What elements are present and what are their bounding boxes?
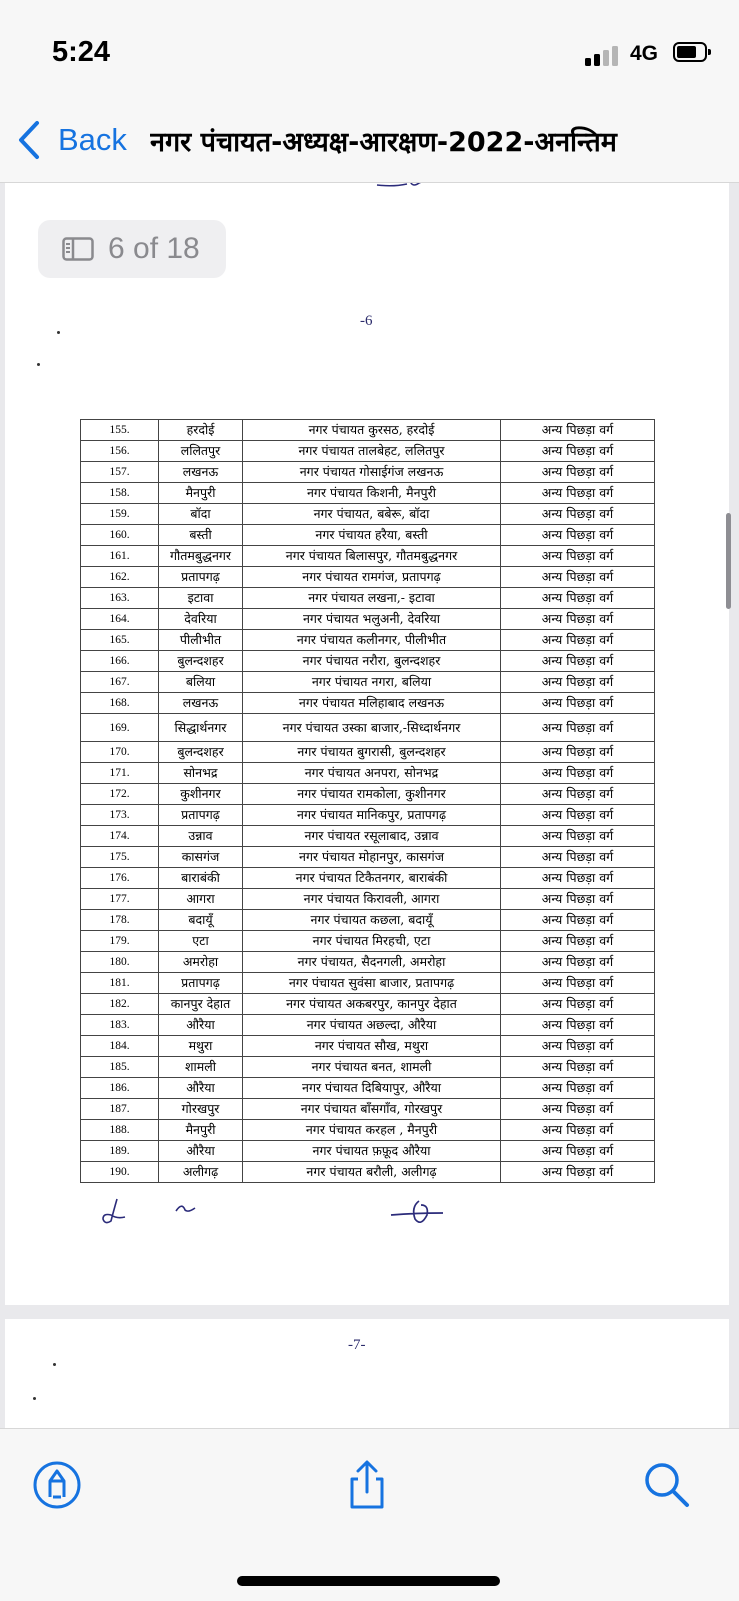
serial-number-cell: 190. <box>81 1162 159 1183</box>
scrollbar[interactable] <box>726 513 731 609</box>
serial-number-cell: 174. <box>81 826 159 847</box>
sidebar-icon <box>62 237 94 261</box>
district-cell: देवरिया <box>159 609 243 630</box>
category-cell: अन्य पिछड़ा वर्ग <box>501 889 655 910</box>
serial-number-cell: 167. <box>81 672 159 693</box>
category-cell: अन्य पिछड़ा वर्ग <box>501 805 655 826</box>
serial-number-cell: 172. <box>81 784 159 805</box>
table-row <box>81 1078 655 1099</box>
district-cell: प्रतापगढ़ <box>159 973 243 994</box>
table-row <box>81 609 655 630</box>
category-cell: अन्य पिछड़ा वर्ग <box>501 588 655 609</box>
district-cell: बॉदा <box>159 504 243 525</box>
nagar-panchayat-cell: नगर पंचायत किरावली, आगरा <box>243 889 501 910</box>
nagar-panchayat-cell: नगर पंचायत दिबियापुर, औरैया <box>243 1078 501 1099</box>
category-cell: अन्य पिछड़ा वर्ग <box>501 609 655 630</box>
district-cell: गौतमबुद्धनगर <box>159 546 243 567</box>
status-bar <box>0 0 739 100</box>
district-cell: बस्ती <box>159 525 243 546</box>
battery-icon <box>673 42 707 62</box>
nagar-panchayat-cell: नगर पंचायत बुगरासी, बुलन्दशहर <box>243 742 501 763</box>
serial-number-cell: 162. <box>81 567 159 588</box>
bottom-toolbar <box>0 1428 739 1601</box>
serial-number-cell: 177. <box>81 889 159 910</box>
district-cell: गोरखपुर <box>159 1099 243 1120</box>
district-cell: कासगंज <box>159 847 243 868</box>
serial-number-cell: 163. <box>81 588 159 609</box>
table-row <box>81 763 655 784</box>
nagar-panchayat-cell: नगर पंचायत, बबेरू, बॉदा <box>243 504 501 525</box>
table-row <box>81 504 655 525</box>
table-row <box>81 1057 655 1078</box>
serial-number-cell: 185. <box>81 1057 159 1078</box>
nagar-panchayat-cell: नगर पंचायत कलीनगर, पीलीभीत <box>243 630 501 651</box>
nagar-panchayat-cell: नगर पंचायत मलिहाबाद लखनऊ <box>243 693 501 714</box>
district-cell: प्रतापगढ़ <box>159 567 243 588</box>
nagar-panchayat-cell: नगर पंचायत सौख, मथुरा <box>243 1036 501 1057</box>
nagar-panchayat-cell: नगर पंचायत नरौरा, बुलन्दशहर <box>243 651 501 672</box>
category-cell: अन्य पिछड़ा वर्ग <box>501 931 655 952</box>
home-indicator[interactable] <box>237 1576 500 1586</box>
category-cell: अन्य पिछड़ा वर्ग <box>501 504 655 525</box>
category-cell: अन्य पिछड़ा वर्ग <box>501 763 655 784</box>
table-row <box>81 714 655 742</box>
signature-mark <box>373 183 439 193</box>
nagar-panchayat-cell: नगर पंचायत मोहानपुर, कासगंज <box>243 847 501 868</box>
table-row <box>81 483 655 504</box>
chevron-left-icon <box>16 120 42 160</box>
table-row <box>81 1099 655 1120</box>
district-cell: औरैया <box>159 1141 243 1162</box>
category-cell: अन्य पिछड़ा वर्ग <box>501 651 655 672</box>
nagar-panchayat-cell: नगर पंचायत नगरा, बलिया <box>243 672 501 693</box>
category-cell: अन्य पिछड़ा वर्ग <box>501 1162 655 1183</box>
category-cell: अन्य पिछड़ा वर्ग <box>501 483 655 504</box>
district-cell: कानपुर देहात <box>159 994 243 1015</box>
table-row <box>81 784 655 805</box>
category-cell: अन्य पिछड़ा वर्ग <box>501 847 655 868</box>
category-cell: अन्य पिछड़ा वर्ग <box>501 1057 655 1078</box>
category-cell: अन्य पिछड़ा वर्ग <box>501 973 655 994</box>
district-cell: लखनऊ <box>159 462 243 483</box>
scan-dot <box>53 1363 56 1366</box>
serial-number-cell: 168. <box>81 693 159 714</box>
table-row <box>81 1120 655 1141</box>
table-row <box>81 651 655 672</box>
status-time: 5:24 <box>52 36 111 68</box>
serial-number-cell: 186. <box>81 1078 159 1099</box>
page-indicator[interactable] <box>38 220 226 278</box>
nagar-panchayat-cell: नगर पंचायत रामगंज, प्रतापगढ़ <box>243 567 501 588</box>
category-cell: अन्य पिछड़ा वर्ग <box>501 1099 655 1120</box>
nagar-panchayat-cell: नगर पंचायत, सैदनगली, अमरोहा <box>243 952 501 973</box>
scan-dot <box>33 1397 36 1400</box>
page-number: -6 <box>360 313 373 329</box>
category-cell: अन्य पिछड़ा वर्ग <box>501 567 655 588</box>
nagar-panchayat-cell: नगर पंचायत फ़फ़ूद औरैया <box>243 1141 501 1162</box>
document-viewer[interactable] <box>0 183 739 1428</box>
nagar-panchayat-cell: नगर पंचायत करहल , मैनपुरी <box>243 1120 501 1141</box>
district-cell: अमरोहा <box>159 952 243 973</box>
current-page <box>5 295 729 1305</box>
district-cell: बलिया <box>159 672 243 693</box>
table-row <box>81 546 655 567</box>
next-page <box>5 1319 729 1428</box>
nagar-panchayat-cell: नगर पंचायत सुवंसा बाजार, प्रतापगढ़ <box>243 973 501 994</box>
nagar-panchayat-cell: नगर पंचायत अछल्दा, औरैया <box>243 1015 501 1036</box>
serial-number-cell: 164. <box>81 609 159 630</box>
table-row <box>81 1036 655 1057</box>
category-cell: अन्य पिछड़ा वर्ग <box>501 952 655 973</box>
nagar-panchayat-cell: नगर पंचायत लखना,- इटावा <box>243 588 501 609</box>
category-cell: अन्य पिछड़ा वर्ग <box>501 742 655 763</box>
table-row <box>81 952 655 973</box>
table-row <box>81 672 655 693</box>
category-cell: अन्य पिछड़ा वर्ग <box>501 826 655 847</box>
table-row <box>81 868 655 889</box>
serial-number-cell: 169. <box>81 714 159 742</box>
table-row <box>81 931 655 952</box>
category-cell: अन्य पिछड़ा वर्ग <box>501 1078 655 1099</box>
table-row <box>81 567 655 588</box>
district-cell: बाराबंकी <box>159 868 243 889</box>
category-cell: अन्य पिछड़ा वर्ग <box>501 693 655 714</box>
markup-button[interactable] <box>31 1459 83 1511</box>
district-cell: बुलन्दशहर <box>159 742 243 763</box>
district-cell: सिद्धार्थनगर <box>159 714 243 742</box>
district-cell: शामली <box>159 1057 243 1078</box>
table-row <box>81 630 655 651</box>
serial-number-cell: 160. <box>81 525 159 546</box>
serial-number-cell: 165. <box>81 630 159 651</box>
category-cell: अन्य पिछड़ा वर्ग <box>501 1036 655 1057</box>
table-row <box>81 805 655 826</box>
district-cell: मैनपुरी <box>159 1120 243 1141</box>
table-row <box>81 826 655 847</box>
serial-number-cell: 155. <box>81 420 159 441</box>
document-title: नगर पंचायत-अध्यक्ष-आरक्षण-2022-अनन्तिम <box>150 127 617 158</box>
initials-signature <box>173 1200 199 1216</box>
nagar-panchayat-cell: नगर पंचायत बनत, शामली <box>243 1057 501 1078</box>
serial-number-cell: 178. <box>81 910 159 931</box>
serial-number-cell: 176. <box>81 868 159 889</box>
nagar-panchayat-cell: नगर पंचायत कछला, बदायूँ <box>243 910 501 931</box>
category-cell: अन्य पिछड़ा वर्ग <box>501 462 655 483</box>
table-row <box>81 1162 655 1183</box>
category-cell: अन्य पिछड़ा वर्ग <box>501 525 655 546</box>
serial-number-cell: 159. <box>81 504 159 525</box>
table-row <box>81 588 655 609</box>
district-cell: औरैया <box>159 1078 243 1099</box>
district-cell: इटावा <box>159 588 243 609</box>
table-row <box>81 973 655 994</box>
nagar-panchayat-cell: नगर पंचायत अकबरपुर, कानपुर देहात <box>243 994 501 1015</box>
back-button[interactable] <box>16 118 127 162</box>
nagar-panchayat-cell: नगर पंचायत कुरसठ, हरदोई <box>243 420 501 441</box>
district-cell: मथुरा <box>159 1036 243 1057</box>
category-cell: अन्य पिछड़ा वर्ग <box>501 1120 655 1141</box>
share-icon <box>341 1459 393 1511</box>
share-button[interactable] <box>341 1459 393 1511</box>
district-cell: मैनपुरी <box>159 483 243 504</box>
back-label: Back <box>58 122 127 157</box>
table-row <box>81 441 655 462</box>
serial-number-cell: 157. <box>81 462 159 483</box>
nagar-panchayat-cell: नगर पंचायत हरैया, बस्ती <box>243 525 501 546</box>
serial-number-cell: 180. <box>81 952 159 973</box>
nagar-panchayat-cell: नगर पंचायत बरौली, अलीगढ़ <box>243 1162 501 1183</box>
nagar-panchayat-cell: नगर पंचायत रसूलाबाद, उन्नाव <box>243 826 501 847</box>
search-icon <box>641 1459 693 1511</box>
serial-number-cell: 161. <box>81 546 159 567</box>
category-cell: अन्य पिछड़ा वर्ग <box>501 630 655 651</box>
navigation-bar <box>0 100 739 183</box>
table-row <box>81 910 655 931</box>
signature-mark <box>385 1193 449 1233</box>
table-row <box>81 693 655 714</box>
serial-number-cell: 175. <box>81 847 159 868</box>
district-cell: हरदोई <box>159 420 243 441</box>
serial-number-cell: 189. <box>81 1141 159 1162</box>
serial-number-cell: 173. <box>81 805 159 826</box>
nagar-panchayat-cell: नगर पंचायत टिकैतनगर, बाराबंकी <box>243 868 501 889</box>
nagar-panchayat-cell: नगर पंचायत रामकोला, कुशीनगर <box>243 784 501 805</box>
serial-number-cell: 158. <box>81 483 159 504</box>
nagar-panchayat-cell: नगर पंचायत तालबेहट, ललितपुर <box>243 441 501 462</box>
category-cell: अन्य पिछड़ा वर्ग <box>501 784 655 805</box>
nagar-panchayat-cell: नगर पंचायत अनपरा, सोनभद्र <box>243 763 501 784</box>
serial-number-cell: 188. <box>81 1120 159 1141</box>
table-row <box>81 1141 655 1162</box>
table-row <box>81 420 655 441</box>
nagar-panchayat-cell: नगर पंचायत गोसाईगंज लखनऊ <box>243 462 501 483</box>
serial-number-cell: 179. <box>81 931 159 952</box>
district-cell: लखनऊ <box>159 693 243 714</box>
district-cell: ललितपुर <box>159 441 243 462</box>
nagar-panchayat-cell: नगर पंचायत बाँसगाँव, गोरखपुर <box>243 1099 501 1120</box>
district-cell: आगरा <box>159 889 243 910</box>
scan-dot <box>57 331 60 334</box>
category-cell: अन्य पिछड़ा वर्ग <box>501 1141 655 1162</box>
serial-number-cell: 156. <box>81 441 159 462</box>
category-cell: अन्य पिछड़ा वर्ग <box>501 420 655 441</box>
table-row <box>81 847 655 868</box>
cellular-signal-icon <box>585 44 619 66</box>
category-cell: अन्य पिछड़ा वर्ग <box>501 441 655 462</box>
markup-pen-icon <box>31 1459 83 1511</box>
serial-number-cell: 184. <box>81 1036 159 1057</box>
category-cell: अन्य पिछड़ा वर्ग <box>501 910 655 931</box>
nagar-panchayat-cell: नगर पंचायत किशनी, मैनपुरी <box>243 483 501 504</box>
district-cell: कुशीनगर <box>159 784 243 805</box>
category-cell: अन्य पिछड़ा वर्ग <box>501 672 655 693</box>
table-row <box>81 889 655 910</box>
district-cell: औरैया <box>159 1015 243 1036</box>
category-cell: अन्य पिछड़ा वर्ग <box>501 546 655 567</box>
district-cell: एटा <box>159 931 243 952</box>
nagar-panchayat-cell: नगर पंचायत भलुअनी, देवरिया <box>243 609 501 630</box>
serial-number-cell: 171. <box>81 763 159 784</box>
scan-dot <box>37 363 40 366</box>
reservation-table <box>80 419 655 1183</box>
category-cell: अन्य पिछड़ा वर्ग <box>501 994 655 1015</box>
district-cell: अलीगढ़ <box>159 1162 243 1183</box>
initials-signature <box>95 1195 135 1229</box>
serial-number-cell: 181. <box>81 973 159 994</box>
district-cell: प्रतापगढ़ <box>159 805 243 826</box>
district-cell: बुलन्दशहर <box>159 651 243 672</box>
table-row <box>81 525 655 546</box>
serial-number-cell: 183. <box>81 1015 159 1036</box>
serial-number-cell: 182. <box>81 994 159 1015</box>
serial-number-cell: 170. <box>81 742 159 763</box>
search-button[interactable] <box>641 1459 693 1511</box>
nagar-panchayat-cell: नगर पंचायत उस्का बाजार,-सिध्दार्थनगर <box>243 714 501 742</box>
serial-number-cell: 166. <box>81 651 159 672</box>
network-type: 4G <box>630 42 659 65</box>
table-row <box>81 742 655 763</box>
district-cell: बदायूँ <box>159 910 243 931</box>
next-page-number: -7- <box>348 1337 366 1353</box>
page-indicator-label: 6 of 18 <box>108 232 200 265</box>
table-row <box>81 994 655 1015</box>
nagar-panchayat-cell: नगर पंचायत बिलासपुर, गौतमबुद्धनगर <box>243 546 501 567</box>
nagar-panchayat-cell: नगर पंचायत मिरहची, एटा <box>243 931 501 952</box>
district-cell: सोनभद्र <box>159 763 243 784</box>
nagar-panchayat-cell: नगर पंचायत मानिकपुर, प्रतापगढ़ <box>243 805 501 826</box>
category-cell: अन्य पिछड़ा वर्ग <box>501 714 655 742</box>
table-row <box>81 462 655 483</box>
category-cell: अन्य पिछड़ा वर्ग <box>501 868 655 889</box>
table-row <box>81 1015 655 1036</box>
serial-number-cell: 187. <box>81 1099 159 1120</box>
district-cell: उन्नाव <box>159 826 243 847</box>
district-cell: पीलीभीत <box>159 630 243 651</box>
category-cell: अन्य पिछड़ा वर्ग <box>501 1015 655 1036</box>
